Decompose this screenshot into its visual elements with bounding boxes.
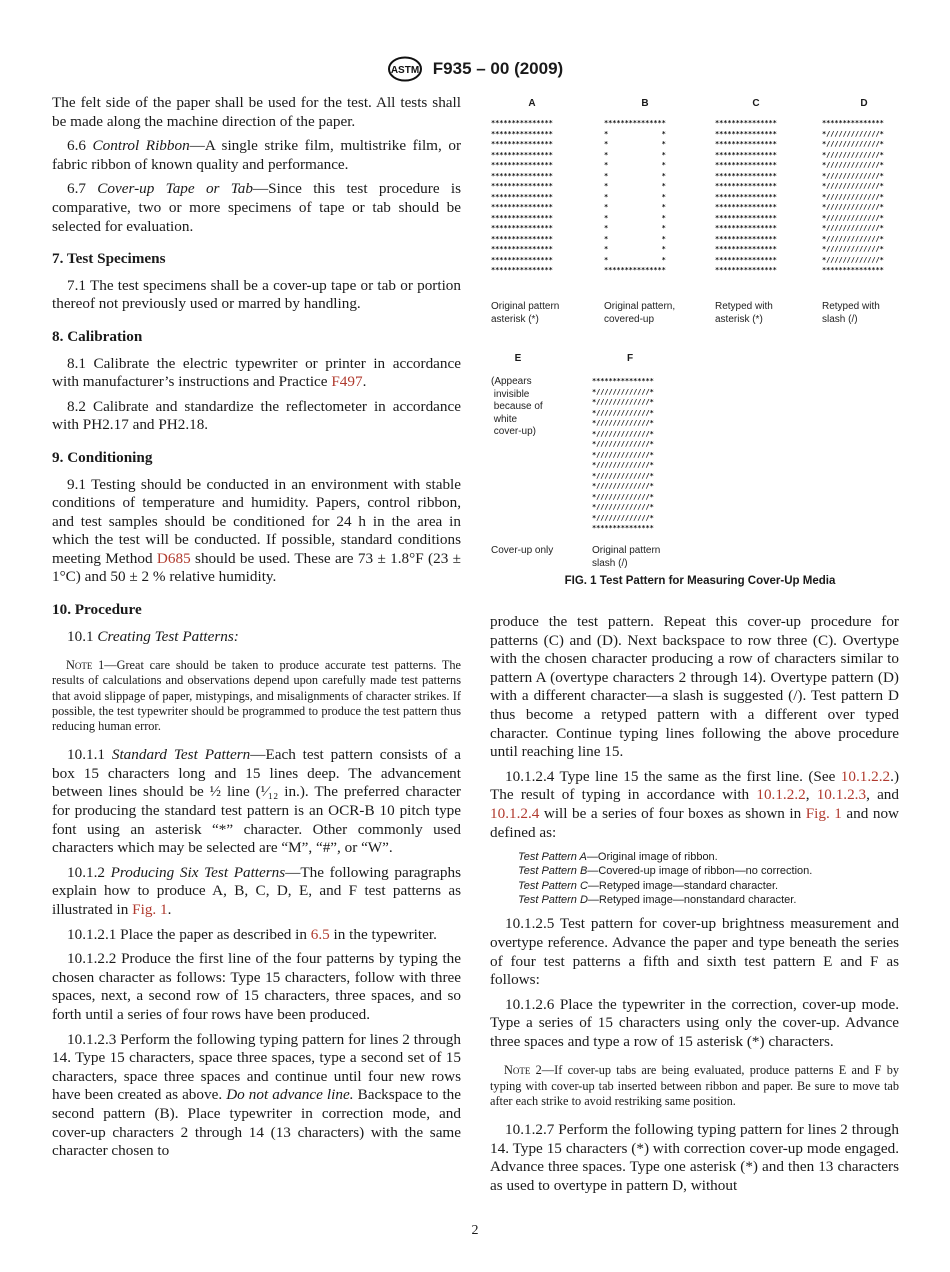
test-pattern-a: *************** *************** *************** *************** *************** *************** *************** *************** *************** *************** *************** *************** *************** *************** *************** <box>491 119 553 274</box>
link-10-1-2-2[interactable]: 10.1.2.2 <box>840 767 891 785</box>
caption-pattern-b: Original pattern, covered-up <box>604 301 676 325</box>
definition-a: Test Pattern A—Original image of ribbon. <box>518 851 718 864</box>
paragraph-10-1-2-7: 10.1.2.7 Perform the following typing pattern for lines 2 through 14. Type 15 characters (*) with correction cover-up mode engaged. Advance three spaces. Type one asterisk (*) and then 13 characters as used to overtype in pattern D, without <box>490 1121 899 1194</box>
svg-text:ASTM: ASTM <box>390 65 419 76</box>
definition-c: Test Pattern C—Retyped image—standard character. <box>518 879 779 892</box>
caption-pattern-d: Retyped with slash (/) <box>822 301 880 325</box>
link-d685[interactable]: D685 <box>156 549 191 567</box>
pattern-label-e: E <box>514 353 522 364</box>
caption-pattern-c: Retyped with asterisk (*) <box>715 301 773 325</box>
pattern-definitions <box>518 850 899 907</box>
link-10-1-2-4[interactable]: 10.1.2.4 <box>490 804 540 822</box>
test-pattern-c: *************** *************** *************** *************** *************** *************** *************** *************** *************** *************** *************** *************** *************** *************** *************** <box>715 119 777 274</box>
paragraph-10-1: 10.1 Creating Test Patterns: <box>67 627 239 645</box>
figure-1 <box>490 96 900 592</box>
note-2: Note 2—If cover-up tabs are being evaluated, produce patterns E and F by typing with cover-up tab inserted between ribbon and paper. Be sure to move tab after each strike to avoid restriking same position. <box>490 1063 899 1108</box>
paragraph-10-1-2-4: 10.1.2.4 Type line 15 the same as the first line. (See 10.1.2.2.) The result of typing in accordance with 10.1.2.2, 10.1.2.3, and 10.1.2.4 will be a series of four boxes as shown in Fig. 1 and now defined as: <box>490 767 900 841</box>
heading-conditioning: 9. Conditioning <box>52 448 153 466</box>
definition-b: Test Pattern B—Covered-up image of ribbon—no correction. <box>518 865 813 878</box>
caption-pattern-a: Original pattern asterisk (*) <box>491 301 560 325</box>
paragraph-9-1: 9.1 Testing should be conducted in an environment with stable conditions of temperature and humidity. Papers, control ribbon, and test samples should be conditioned for 24 h in the area in which the test will be conducted. If possible, standard conditions meeting Method D685 should be used. These are 73 ± 1.8°F (23 ± 1°C) and 50 ± 2 % relative humidity. <box>52 475 461 586</box>
link-10-1-2-2-b[interactable]: 10.1.2.2 <box>756 786 806 804</box>
paragraph-10-1-2-2: 10.1.2.2 Produce the first line of the four patterns by typing the chosen character as follows: Type 15 characters, follow with three spaces, next, a second row of 15 characters, three spaces, and so forth until a series of four rows have been produced. <box>52 950 461 1023</box>
caption-pattern-e: Cover-up only <box>491 545 554 556</box>
link-fig-1[interactable]: Fig. 1 <box>132 901 168 919</box>
pattern-label-d: D <box>860 98 868 109</box>
paragraph-continued: produce the test pattern. Repeat this cover-up procedure for patterns (C) and (D). Next backspace to row three (C). Overtype with the chosen character producing a row of characters similar to pattern A (overtype characters 2 through 14). Overtype pattern (D) with a different character—a slash is suggested (/). Test pattern D thus become a retyped pattern with a different over typed character. Continue typing lines following the above procedure until reaching line 15. <box>490 613 899 761</box>
test-pattern-d: *************** */////////////* */////////////* */////////////* */////////////* */////////////* */////////////* */////////////* */////////////* */////////////* */////////////* */////////////* */////////////* */////////////* *************** <box>822 119 884 274</box>
paragraph-10-1-2-3: 10.1.2.3 Perform the following typing pattern for lines 2 through 14. Type 15 characters, space three spaces, type a second set of 15 characters, space three spaces and continue until four new rows have been created as above. Do not advance line. Backspace to the second pattern (B). Place typewriter in correction mode, and cover-up characters 2 through 14 (13 characters) with the same character chosen to <box>52 1030 461 1160</box>
paragraph-10-1-2: 10.1.2 Producing Six Test Patterns—The following paragraphs explain how to produce A, B, C, D, E, and F test patterns as illustrated in Fig. 1. <box>52 863 462 919</box>
test-pattern-f: *************** */////////////* */////////////* */////////////* */////////////* */////////////* */////////////* */////////////* */////////////* */////////////* */////////////* */////////////* */////////////* */////////////* *************** <box>592 377 654 532</box>
paragraph-7-1: 7.1 The test specimens shall be a cover-up tape or tab or portion thereof not previously used or marred by handling. <box>52 276 461 313</box>
heading-test-specimens: 7. Test Specimens <box>52 250 166 268</box>
definition-d: Test Pattern D—Retyped image—nonstandard character. <box>518 894 797 907</box>
pattern-label-f: F <box>626 353 634 364</box>
paragraph-10-1-2-6: 10.1.2.6 Place the typewriter in the correction, cover-up mode. Type a series of 15 characters using only the cover-up. Advance three spaces and type a row of 15 asterisk (*) characters. <box>490 995 899 1050</box>
caption-pattern-f: Original pattern slash (/) <box>592 545 661 569</box>
paragraph-6-6: 6.6 Control Ribbon—A single strike film, multistrike film, or fabric ribbon of known quality and performance. <box>52 137 461 173</box>
paragraph-10-1-2-5: 10.1.2.5 Test pattern for cover-up brightness measurement and overtype reference. Advance the paper and type beneath the series of four test patterns a fifth and sixth test pattern E and F as follows: <box>490 915 899 989</box>
paragraph-8-1: 8.1 Calibrate the electric typewriter or printer in accordance with manufacturer’s instructions and Practice F497. <box>52 354 461 391</box>
link-f497[interactable]: F497 <box>331 373 363 391</box>
astm-logo-icon <box>387 56 423 82</box>
test-pattern-b: *************** * * * * * * * * * * * * * * * * * * * * * * * * * * *************** <box>604 119 666 274</box>
paragraph-10-1-1: 10.1.1 Standard Test Pattern—Each test pattern consists of a box 15 characters long and 15 lines deep. The advancement between lines should be ½ line (¹⁄₁₂ in.). The preferred character for producing the standard test pattern is an OCR-B 10 pitch type font using an asterisk “*” character. Other commonly used characters which may be selected are “M”, “#”, or “W”. <box>52 746 461 857</box>
paragraph-felt-side: The felt side of the paper shall be used for the test. All tests shall be made along the machine direction of the paper. <box>52 94 461 130</box>
link-10-1-2-3[interactable]: 10.1.2.3 <box>816 786 867 804</box>
left-column <box>52 94 461 1167</box>
pattern-label-a: A <box>528 98 536 109</box>
paragraph-8-2: 8.2 Calibrate and standardize the reflectometer in accordance with PH2.17 and PH2.18. <box>52 397 461 434</box>
paragraph-6-7: 6.7 Cover-up Tape or Tab—Since this test procedure is comparative, two or more specimens of tape or tab should be selected for evaluation. <box>52 180 462 235</box>
figure-caption: FIG. 1 Test Pattern for Measuring Cover-Up Media <box>564 575 836 587</box>
heading-calibration: 8. Calibration <box>52 327 143 345</box>
link-6-5[interactable]: 6.5 <box>310 925 330 943</box>
page-number: 2 <box>471 1223 479 1238</box>
heading-procedure: 10. Procedure <box>52 601 142 619</box>
note-1: Note 1—Great care should be taken to produce accurate test patterns. The results of calculations and observations depend upon carefully made test patterns that avoid slippage of paper, mistypings, and misalignments of character strikes. If possible, the test typewriter should be programmed to produce the test pattern thus reducing human error. <box>52 658 461 734</box>
link-fig-1-b[interactable]: Fig. 1 <box>805 804 842 822</box>
page-header <box>0 56 950 82</box>
right-column <box>490 613 899 1201</box>
document-title: F935 – 00 (2009) <box>432 59 564 78</box>
pattern-label-b: B <box>641 98 649 109</box>
pattern-label-c: C <box>752 98 760 109</box>
pattern-e-note: (Appears invisible because of white cover-up) <box>491 376 543 437</box>
paragraph-10-1-2-1: 10.1.2.1 Place the paper as described in 6.5 in the typewriter. <box>67 925 437 943</box>
